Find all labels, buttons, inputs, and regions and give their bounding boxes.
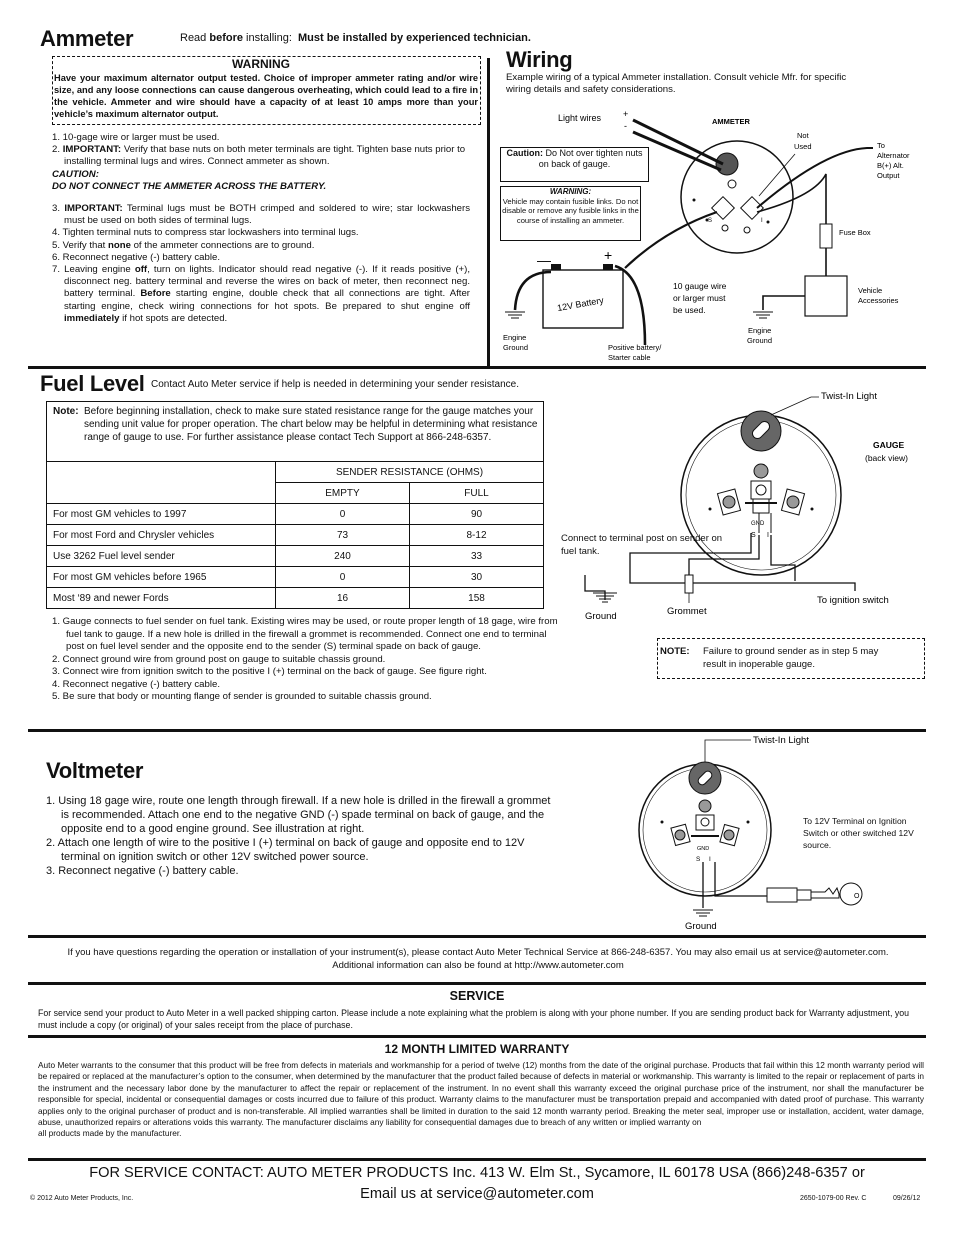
step3-text: Terminal lugs must be BOTH crimped and soldered to wire; star lockwashers must be used on both sides of terminal lugs. (64, 203, 470, 227)
to-ignition-label: To ignition switch (817, 595, 889, 606)
table-row (47, 567, 544, 588)
vehicle-accessories-label: Vehicle Accessories (858, 286, 899, 305)
volt-step: 2. Attach one length of wire to the positive I (+) terminal on back of gauge and opposite end to 12V terminal on ignition switch or other 12V switched power source. (46, 837, 525, 863)
row-label: Most ‘89 and newer Fords (47, 588, 276, 609)
table-row (47, 525, 544, 546)
ammeter-steps (52, 132, 470, 325)
to-alternator-label: To Alternator B(+) Alt. Output (877, 141, 910, 180)
ammeter-caution-label: CAUTION: (52, 168, 99, 180)
fuel-subtitle: Contact Auto Meter service if help is needed in determining your sender resistance. (151, 379, 519, 390)
row-empty: 240 (276, 546, 410, 567)
fuel-back-view-label: (back view) (865, 453, 908, 463)
row-label: Use 3262 Fuel level sender (47, 546, 276, 567)
col-full: FULL (410, 483, 544, 504)
row-full: 158 (410, 588, 544, 609)
engine-ground-left-label: Engine Ground (503, 333, 529, 352)
table-header: SENDER RESISTANCE (OHMS) (276, 462, 544, 483)
row-full: 33 (410, 546, 544, 567)
fuel-connect-terminal-label: Connect to terminal post on sender on fuel tank. (561, 533, 723, 557)
voltmeter-title: Voltmeter (46, 758, 144, 783)
copyright: © 2012 Auto Meter Products, Inc. (30, 1195, 134, 1202)
wiring-warning-box (500, 186, 641, 241)
ammeter-warning-title: WARNING (232, 57, 290, 71)
service-contact-2: Email us at service@autometer.com (360, 1186, 594, 1202)
fuel-step: 1. Gauge connects to fuel sender on fuel tank. Existing wires may be used, or route proper length of 18 gage, wire from fuel tank to gauge. If a new hole is drilled in the firewall a grommet is recommended. Connect one end to terminal post on fuel level sender and the opposite end to the sender (S) terminal spade on back of gauge. (52, 616, 558, 652)
warranty-title: 12 MONTH LIMITED WARRANTY (384, 1042, 570, 1056)
step7-mid2: starting engine, double check that all connections are tight. After starting engine, check wiring connections for hot spots. Be prepared to shut engine off (64, 288, 470, 312)
fuel-gauge-label: GAUGE (873, 440, 905, 450)
col-empty: EMPTY (276, 483, 410, 504)
wire-note-label: 10 gauge wire or larger must be used. (673, 281, 727, 315)
divider-4 (28, 982, 926, 985)
ammeter-wiring-divider (487, 58, 490, 366)
ammeter-step-7 (52, 264, 470, 325)
fuel-i-label: I (767, 532, 769, 539)
divider-6 (28, 1158, 926, 1161)
doc-number: 2650-1079-00 Rev. C (800, 1195, 867, 1202)
engine-ground-right-label: Engine Ground (747, 326, 773, 345)
row-empty: 0 (276, 567, 410, 588)
ammeter-warning-text: Have your maximum alternator output tested. Choice of improper ammeter rating and/or wire size, and any loose connections can cause dangerous overheating, which could lead to a fire in the vehicle. Ammeter and wire should have a capacity of at least 10 amps more than your vehicle’s maximum alternator output. (54, 73, 478, 119)
light-wires-label: Light wires (558, 113, 602, 123)
volt-step: 1. Using 18 gage wire, route one length through firewall. If a new hole is drilled in the firewall a grommet is recommended. Attach one end to the negative GND (-) spade terminal on back of gauge, and the opposite end to a good engine ground. See illustration at right. (46, 795, 551, 835)
step5-post: of the ammeter connections are to ground. (133, 239, 315, 251)
positive-cable-label: Positive battery/ Starter cable (608, 343, 662, 362)
row-full: 30 (410, 567, 544, 588)
ammeter-step-4: 4. Tighten terminal nuts to compress star lockwashers into terminal lugs. (52, 227, 359, 239)
ammeter-step-5 (52, 240, 470, 252)
light-wire-plus: + (623, 109, 629, 119)
ammeter-lamp-socket (716, 153, 738, 175)
divider-1 (28, 366, 926, 369)
step7-end: if hot spots are detected. (122, 312, 228, 324)
warranty-body: Auto Meter warrants to the consumer that this product will be free from defects in materials and workmanship for a period of twelve (12) months from the date of the original purchase. Products that fail within this 12 month warranty period will be repaired or replaced at the manufacturer’s option to the consumer, when determined by the manufacturer that the product failed because of defects in material or workmanship. This warranty is limited to the repair or replacement of parts in the instrument and the necessary labor done by the manufacturer to affect the repair or replacement of the instrument. In no event shall this warranty exceed the original purchase price of the instrument, nor shall the manufacturer be responsible for special, incidental or consequential damages or costs incurred due to failure of this product. Warranty claims to the manufacturer must be transportation prepaid and accompanied with dated proof of purchase. This warranty applies only to the original purchaser of product and is non-transferable. All implied warranties shall be limited in duration to the said 12 month warranty period. Breaking the meter seal, improper use or installation, accident, water damage, abuse, unauthorized repairs or alterations voids this warranty. The manufacturer disclaims any liability for consequential damages due to breach of any written or implied warranty on (38, 1060, 924, 1128)
ammeter-s-label: S (708, 218, 713, 224)
battery-plus: + (604, 247, 613, 263)
step7-off: off (134, 264, 148, 276)
wiring-title: Wiring (506, 47, 573, 72)
service-text: For service send your product to Auto Meter in a well packed shipping carton. Please include a note explaining what the problem is along with your phone number. If you are sending product back for Warranty adjustment, you must include a copy (or original) of your sales receipt from the place of purchase. (38, 1008, 910, 1030)
read-must: Must be installed by experienced technician. (297, 32, 531, 44)
ammeter-gauge-circle (681, 141, 793, 253)
fuel-ground-label: Ground (585, 611, 617, 622)
ammeter-step-1: 1. 10-gage wire or larger must be used. (52, 132, 220, 143)
step3-num: 3. (52, 203, 61, 215)
row-full: 8-12 (410, 525, 544, 546)
volt-ground-label: Ground (685, 921, 717, 932)
fuel-steps (52, 616, 562, 704)
ammeter-title: Ammeter (40, 26, 134, 51)
wiring-caution-box (500, 147, 649, 182)
warranty-last: all products made by the manufacturer. (38, 1128, 182, 1139)
ammeter-step-6: 6. Reconnect negative (-) battery cable. (52, 251, 220, 263)
fuel-twist-light-label: Twist-In Light (821, 391, 877, 402)
volt-s-label: S (696, 856, 701, 863)
fuel-diagram (555, 385, 935, 630)
wiring-warning-title: WARNING: (549, 187, 592, 196)
volt-steps (46, 794, 558, 878)
volt-step: 3. Reconnect negative (-) battery cable. (46, 865, 239, 877)
ammeter-diagram-label: AMMETER (712, 117, 750, 126)
fuel-note-label: Note: (53, 406, 79, 417)
read-installing: installing: (246, 32, 292, 44)
ammeter-step-3 (52, 203, 470, 227)
row-empty: 16 (276, 588, 410, 609)
fuel-step: 4. Reconnect negative (-) battery cable. (52, 678, 220, 690)
fuel-s-label: S (751, 532, 756, 539)
fuse-box-label: Fuse Box (839, 228, 871, 237)
fuel-title: Fuel Level (40, 371, 145, 396)
step7-mid: , turn on lights. Indicator should read negative (-). If it reads positive (+), disconnect neg. battery terminal and reverse the wires on back of meter, then reconnect neg. battery terminal. (64, 264, 471, 300)
contact-questions: If you have questions regarding the operation or installation of your instrument(s), please contact Auto Meter Technical Service at 866-248-6357. You may also email us at service@autometer.com. Additional information can also be found at http://www.autometer.com (67, 947, 889, 971)
fuel-note (53, 406, 539, 444)
step5-bold: none (108, 239, 131, 251)
step2-bold: IMPORTANT: (62, 144, 122, 156)
fuel-gnd-label: GND (751, 521, 765, 527)
step7-pre: 7. Leaving engine (52, 264, 131, 276)
fuel-step: 2. Connect ground wire from ground post on gauge to suitable chassis ground. (52, 653, 386, 665)
step2-text: Verify that base nuts on both meter terminals are tight. Tighten base nuts prior to installing terminal lugs and wires. Connect ammeter as shown. (64, 144, 466, 168)
read-before: before (209, 32, 243, 44)
fuel-table-frame (46, 401, 544, 609)
to-12v-label: To 12V Terminal on Ignition Switch or other switched 12V source. (803, 816, 914, 850)
ammeter-read-line (180, 32, 531, 44)
light-wire-minus: - (624, 121, 627, 131)
volt-twist-light-label: Twist-In Light (753, 735, 809, 746)
row-full: 90 (410, 504, 544, 525)
volt-i-label: I (709, 856, 711, 863)
row-empty: 0 (276, 504, 410, 525)
service-title: SERVICE (449, 989, 505, 1003)
ammeter-caution-text: DO NOT CONNECT THE AMMETER ACROSS THE BATTERY. (52, 180, 327, 192)
step3-bold: IMPORTANT: (64, 203, 123, 215)
fuel-note2-text: Failure to ground sender as in step 5 may result in inoperable gauge. (703, 646, 879, 670)
key-o-label: O (854, 893, 860, 900)
ammeter-i-label: I (761, 218, 763, 224)
wiring-caution-text: Do Not over tighten nuts on back of gauge. (538, 148, 643, 169)
fuel-note2-label: NOTE: (660, 646, 690, 657)
row-label: For most GM vehicles to 1997 (47, 504, 276, 525)
warranty-text (38, 1060, 924, 1140)
step5-pre: 5. Verify that (52, 239, 106, 251)
ammeter-step-2 (52, 144, 470, 168)
read-prefix: Read (180, 32, 207, 44)
fuel-step: 5. Be sure that body or mounting flange of sender is grounded to suitable chassis ground. (52, 691, 432, 702)
wiring-caution-bold: Caution: (506, 148, 543, 158)
row-label: For most GM vehicles before 1965 (47, 567, 276, 588)
battery-minus: — (537, 252, 551, 268)
resistance-table (46, 461, 544, 609)
row-empty: 73 (276, 525, 410, 546)
table-row (47, 588, 544, 609)
wiring-warning-text: Vehicle may contain fusible links. Do not disable or remove any fusible links in the course of installing an ammeter. (502, 197, 639, 225)
table-row (47, 546, 544, 567)
wiring-intro: Example wiring of a typical Ammeter installation. Consult vehicle Mfr. for specific wiring details and safety considerations. (506, 72, 847, 96)
volt-gnd-label: GND (697, 846, 710, 852)
service-contact-1: FOR SERVICE CONTACT: AUTO METER PRODUCTS Inc. 413 W. Elm St., Sycamore, IL 60178 USA (866)248-6357 or (89, 1165, 865, 1181)
divider-5 (28, 1035, 926, 1038)
divider-3 (28, 935, 926, 938)
step7-before: Before (140, 288, 171, 300)
not-used-label: Not Used (794, 131, 812, 151)
fuel-note-text: Before beginning installation, check to make sure stated resistance range for the gauge matches your sending unit value for proper operation. The chart below may be helpful in determining what resistance range of gauge to use. For further assistance please contact Tech Support at 866-248-6357. (84, 406, 538, 443)
doc-date: 09/26/12 (893, 1195, 921, 1202)
table-corner-bottom (47, 483, 276, 504)
step2-num: 2. (52, 144, 61, 156)
fuel-grommet-label: Grommet (667, 606, 707, 617)
step7-immediately: immediately (64, 312, 120, 324)
fuel-step: 3. Connect wire from ignition switch to the positive I (+) terminal on the back of gauge. See figure right. (52, 666, 487, 677)
battery-label: 12V Battery (556, 295, 605, 314)
table-corner-top (47, 462, 276, 483)
row-label: For most Ford and Chrysler vehicles (47, 525, 276, 546)
table-row (47, 504, 544, 525)
